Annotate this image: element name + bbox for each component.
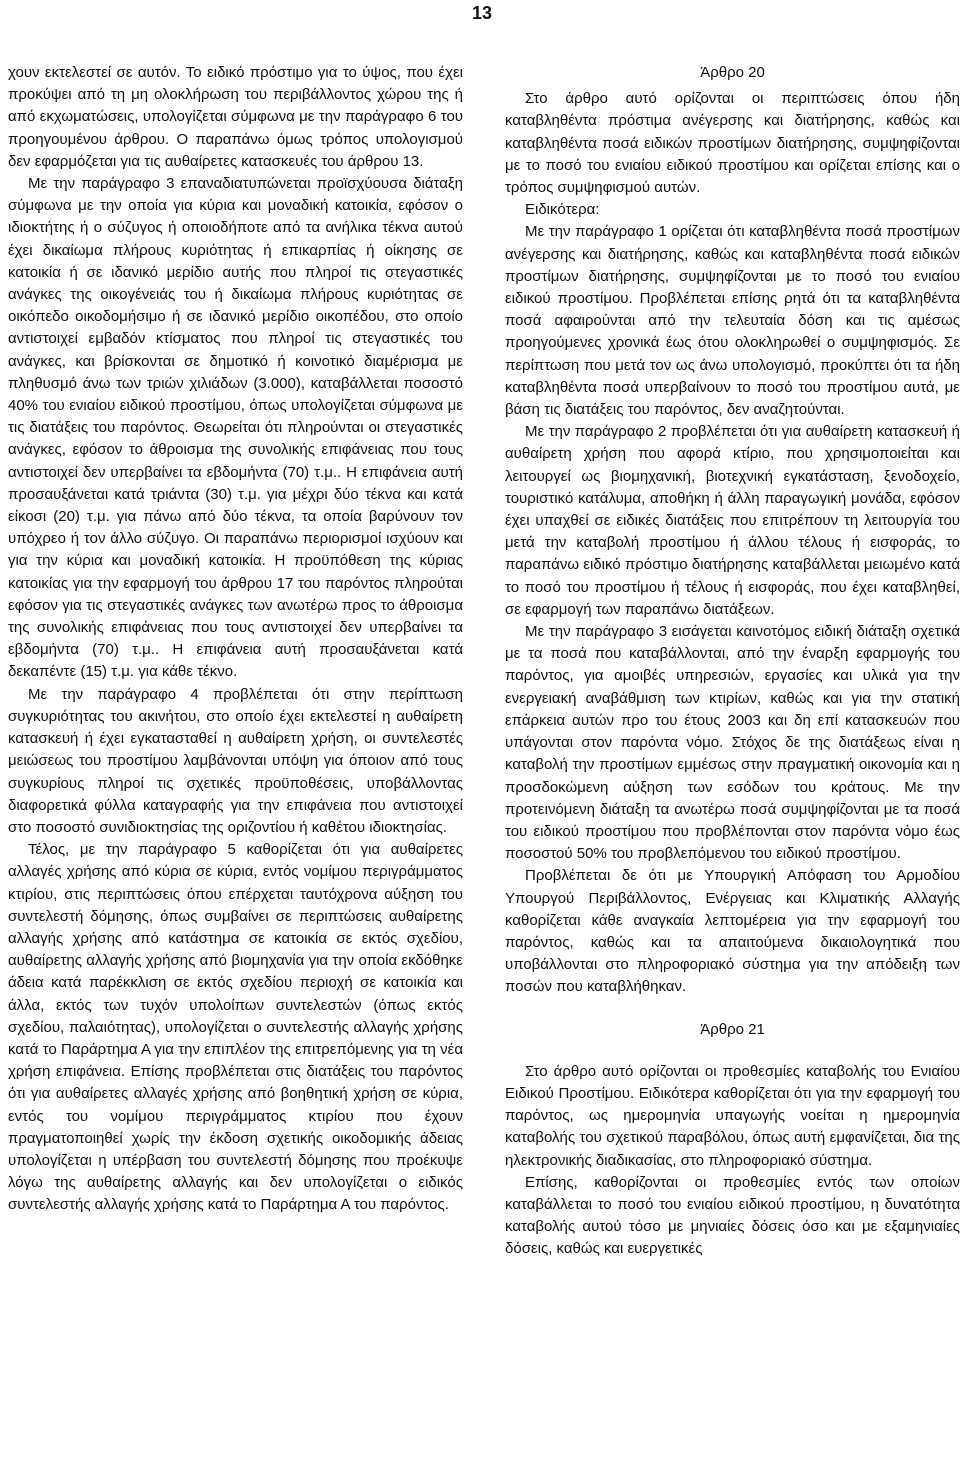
article-21-paragraph-2: Επίσης, καθορίζονται οι προθεσμίες εντός των οποίων καταβάλλεται το ποσό του ενιαίου ειδικού προστίμου, η δυνατότητα καταβολής αυτού τόσο με μηνιαίες δόσεις όσο και με εξαμηνιαίες δόσεις, καθώς και ευεργετικές [505,1173,960,1258]
article-21-heading: Άρθρο 21 [700,1020,765,1038]
article-20-paragraph-6: Προβλέπεται δε ότι με Υπουργική Απόφαση του Αρμοδίου Υπουργού Περιβάλλοντος, Ενέργειας και Κλιματικής Αλλαγής καθορίζεται κάθε αναγκαία λεπτομέρεια για την εφαρμογή του παρόντος, καθώς και τα απαιτούμενα δικαιολογητικά που υποβάλλονται στο πληροφοριακό σύστημα για την απόδειξη των ποσών που καταβλήθηκαν. [505,867,960,996]
article-20-paragraph-4: Με την παράγραφο 2 προβλέπεται ότι για αυθαίρετη κατασκευή ή αυθαίρετη χρήση που αφορά κτίριο, που χρησιμοποιείται και λειτουργεί ως βιομηχανική, βιοτεχνική εγκατάσταση, ξενοδοχείο, τουριστικό κατάλυμα, αποθήκη ή άλλη παραγωγική μονάδα, εφόσον έχει υπαχθεί σε ειδικές διατάξεις που επιτρέπουν τη λειτουργία του μετά την καταβολή προστίμου ή άλλου τέλους ή εισφοράς, το παραπάνω ειδικό πρόστιμο διατήρησης καταβάλλεται μειωμένο κατά το ποσό του προστίμου ή τέλους ή εισφοράς, που έχει καταβληθεί, σε εφαρμογή των παραπάνω διατάξεων. [505,423,960,618]
left-paragraph-2: Με την παράγραφο 3 επαναδιατυπώνεται προϊσχύουσα διάταξη σύμφωνα με την οποία για κύρια και μοναδική κατοικία, εφόσον ο ιδιοκτήτης ή ο σύζυγος ή οποιοδήποτε από τα ανήλικα τέκνα αυτού έχει δικαίωμα πλήρους κυριότητας ή επικαρπίας ή οίκησης σε κατοικία ή σε ιδανικό μερίδιο αυτής που πληροί τις στεγαστικές ανάγκες της οικογένειάς του ή δικαίωμα πλήρους κυριότητας σε οικόπεδο οικοδομήσιμο ή σε ιδανικό μερίδιο οικοπέδου, στο οποίο αντιστοιχεί εμβαδόν κτίσματος που πληροί τις στεγαστικές του ανάγκες, και βρίσκονται σε δημοτικό ή κοινοτικό διαμέρισμα με πληθυσμό άνω των τριών χιλιάδων (3.000), καταβάλλεται ποσοστό 40% του ενιαίου ειδικού προστίμου, όπως υπολογίζεται σύμφωνα με τις διατάξεις του παρόντος. Θεωρείται ότι πληρούνται οι στεγαστικές ανάγκες, εφόσον το άθροισμα της συνολικής επιφάνειας που τους αντιστοιχεί δεν υπερβαίνει τα εβδομήντα (70) τ.μ.. Η επιφάνεια αυτή προσαυξάνεται κατά τριάντα (30) τ.μ. για μέχρι δύο τέκνα και κατά είκοσι (20) τ.μ. για πάνω από δύο τέκνα, τα οποία βαρύνουν τον υπόχρεο ή τον άλλο σύζυγο. Οι παραπάνω περιορισμοί ισχύουν και για την κύρια και μοναδική κατοικία. Η προϋπόθεση της κύριας κατοικίας για την εφαρμογή του άρθρου 17 του παρόντος πληρούται εφόσον για τις στεγαστικές ανάγκες των ανωτέρω προς το άθροισμα της συνολικής επιφάνειας που τους αντιστοιχεί δεν υπερβαίνει τα εβδομήντα (70) τ.μ.. Η επιφάνεια αυτή προσαυξάνεται κατά δεκαπέντε (15) τ.μ. για κάθε τέκνο. [8,175,463,681]
article-21-paragraph-1: Στο άρθρο αυτό ορίζονται οι προθεσμίες καταβολής του Ενιαίου Ειδικού Προστίμου. Ειδικότερα καθορίζεται ότι για την εφαρμογή του παρόντος, ως ημερομηνία υπαγωγής νοείται η ημερομηνία καταβολής του σχετικού παραβόλου, όπως αυτή εμφανίζεται, δια της ηλεκτρονικής διαδικασίας, στο πληροφοριακό σύστημα. [505,1062,960,1169]
left-column [8,62,463,1217]
article-20-paragraph-1: Στο άρθρο αυτό ορίζονται οι περιπτώσεις όπου ήδη καταβληθέντα πρόστιμα ανέγερσης και διατήρησης, καθώς και καταβληθέντα ποσά ειδικών προστίμων διατήρησης, συμψηφίζονται με το ποσό του ενιαίου ειδικού προστίμου και ορίζεται επίσης και ο τρόπος συμψηφισμού αυτών. [505,90,960,197]
article-20-paragraph-5: Με την παράγραφο 3 εισάγεται καινοτόμος ειδική διάταξη σχετικά με τα ποσά που καταβάλλονται, από την έναρξη εφαρμογής του παρόντος, για αμοιβές υπηρεσιών, εργασίες και υλικά για την ενεργειακή αναβάθμιση των κτιρίων, καθώς και για την στατική επάρκεια αυτών προ του έτους 2003 και δη επί κατασκευών που υπάγονται στον παρόντα νόμο. Στόχος δε της διατάξεως είναι η καταβολή την προστίμων εμμέσως στην πραγματική οικονομία και η προσδοκώμενη αύξηση των εσόδων του κράτους. Με την προτεινόμενη διάταξη τα ανωτέρω ποσά συμψηφίζονται με τα ποσά του ειδικού προστίμου που προβλέπονται στον παρόντα νόμο έως ποσοστού 50% του προβλεπόμενου του ειδικού προστίμου. [505,623,960,863]
article-20-paragraph-2: Ειδικότερα: [525,201,600,219]
article-20-heading: Άρθρο 20 [700,64,765,81]
left-paragraph-4: Τέλος, με την παράγραφο 5 καθορίζεται ότι για αυθαίρετες αλλαγές χρήσης από κύρια σε κύρια, εντός νομίμου περιγράμματος κτιρίου, στις περιπτώσεις όπου επέρχεται ταυτόχρονα αύξηση του συντελεστή δόμησης, όπως συμβαίνει σε περιπτώσεις αυθαίρετης αλλαγής χρήσης από κατάστημα σε κατοικία σε εκτός σχεδίου, αυθαίρετης αλλαγής χρήσης από βιομηχανία για την οποία εκδόθηκε άδεια κατά παρέκκλιση σε εκτός σχεδίου περιοχή σε κατοικία και άλλα, εκτός των τυχόν υπολοίπων συντελεστών (όπως εκτός σχεδίου, παλαιότητας), υπολογίζεται ο συντελεστής αλλαγής χρήσης κατά το Παράρτημα Α για την επιπλέον της επιτρεπόμενης για τη νέα χρήση επιφάνεια. Επίσης προβλέπεται στις διατάξεις του παρόντος ότι για αυθαίρετες αλλαγές χρήσης από βοηθητική χρήση σε κύρια, εντός του νομίμου περιγράμματος κτιρίου που έχουν πραγματοποιηθεί χωρίς την έκδοση σχετικής οικοδομικής άδειας υπολογίζεται η υπέρβαση του συντελεστή δόμησης που προέκυψε λόγω της αυθαίρετης αλλαγής και δεν υπολογίζεται ο ειδικός συντελεστής αλλαγής χρήσης κατά το Παράρτημα Α του παρόντος. [8,841,463,1214]
left-paragraph-1: χουν εκτελεστεί σε αυτόν. Το ειδικό πρόστιμο για το ύψος, που έχει προκύψει από τη μη ολοκλήρωση του περιβάλλοντος χώρου της ή από εκχωματώσεις, υπολογίζεται σύμφωνα με την παράγραφο 6 του προηγουμένου άρθρου. Ο παραπάνω όμως τρόπος υπολογισμού δεν εφαρμόζεται για τις αυθαίρετες κατασκευές του άρθρου 13. [8,64,463,170]
right-column [505,62,960,1261]
left-paragraph-3: Με την παράγραφο 4 προβλέπεται ότι στην περίπτωση συγκυριότητας του ακινήτου, στο οποίο έχει εκτελεστεί η αυθαίρετη κατασκευή ή έχει εγκατασταθεί η αυθαίρετη χρήση, οι συντελεστές μειώσεως του προστίμου λαμβάνονται υπόψη για όποιον από τους συγκυρίους πληροί τις σχετικές προϋποθέσεις, υποβάλλοντας διαφορετικά φύλλα καταγραφής για την επιφάνεια που αντιστοιχεί στο ποσοστό συνιδιοκτησίας της οριζοντίου ή καθέτου ιδιοκτησίας. [8,685,463,836]
page-number: 13 [471,3,493,23]
article-20-paragraph-3: Με την παράγραφο 1 ορίζεται ότι καταβληθέντα ποσά προστίμων ανέγερσης και διατήρησης, καθώς και καταβληθέντα ποσά ειδικών προστίμων διατήρησης, συμψηφίζονται με το ποσό του ενιαίου ειδικού προστίμου. Προβλέπεται επίσης ρητά ότι τα καταβληθέντα ποσά αφαιρούνται από την τελευταία δόση και τις αμέσως προηγούμενες χρονικά έως ότου ολοκληρωθεί ο συμψηφισμός. Σε περίπτωση που μετά τον ως άνω υπολογισμό, προκύπτει ότι τα ήδη καταβληθέντα ποσά υπερβαίνουν το ποσό του προστίμου αυτά, με βάση τις διατάξεις του παρόντος, δεν αναζητούνται. [505,223,960,419]
